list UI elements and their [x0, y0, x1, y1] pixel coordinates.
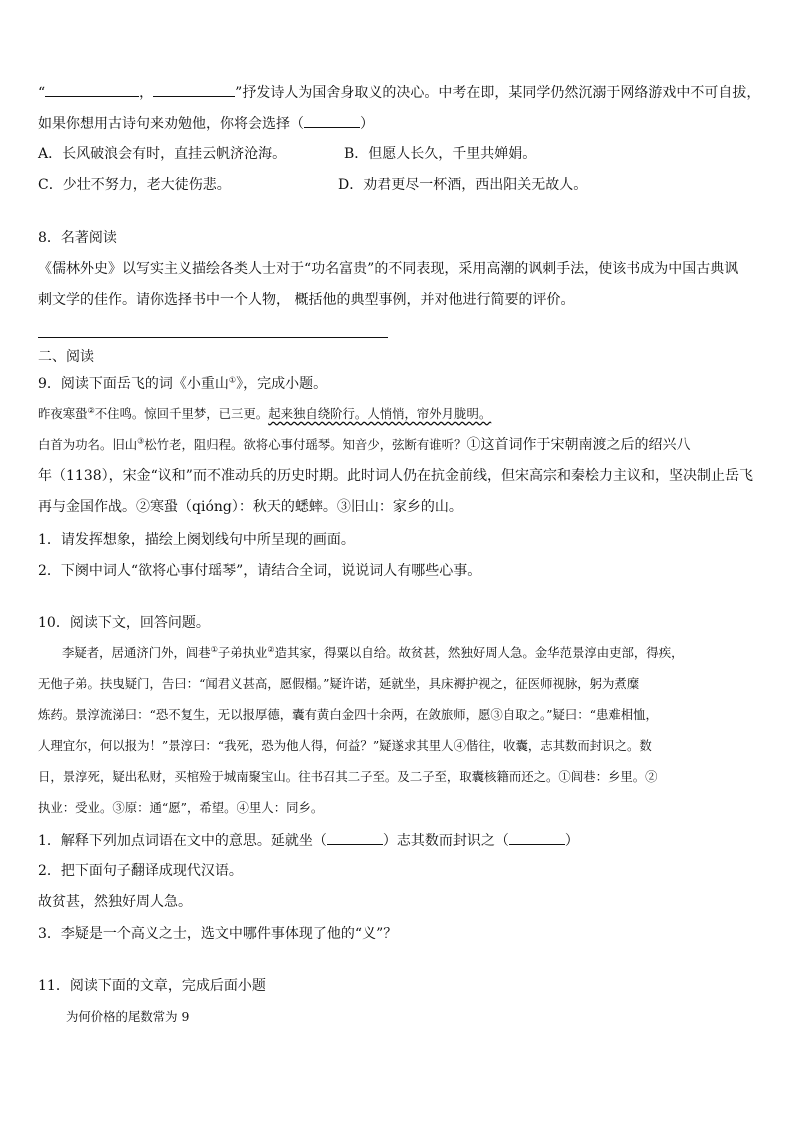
q9-note-2: 年（1138），宋金“议和”而不准动兵的历史时期。此时词人仍在抗金前线，但宋高宗和秦桧力主议和，坚决制止岳飞	[38, 468, 753, 484]
q10-s1-mid: ）志其数而封识之（	[382, 833, 509, 849]
q10-translate-sentence: 故贫甚，然独好周人急。	[38, 894, 192, 910]
q9-poem-1b: 不住鸣。惊回千里梦，已三更。	[94, 406, 269, 421]
q7-answer-blank	[304, 114, 360, 128]
q7-line-1	[38, 83, 760, 102]
q9-subquestion-2: 2．下阕中词人“欲将心事付瑶琴”，请结合全词，说说词人有哪些心事。	[38, 563, 482, 579]
q10-passage-line-2: 无他子弟。扶曳疑门，告曰：“闻君义甚高，愿假榻。”疑许诺，延就坐，具床褥护视之，征医师视脉，躬为煮糜	[38, 676, 640, 691]
q9-title-end: 》，完成小题。	[236, 376, 328, 392]
q7-blank-2	[153, 83, 235, 97]
q9-title-footnote: ①	[228, 375, 237, 385]
q10-s1-text: 1．解释下列加点词语在文中的意思。延就坐（	[38, 833, 327, 849]
section-2-title: 二、阅读	[38, 349, 94, 365]
q9-poem-footnote-3: ③	[137, 436, 145, 446]
q10-subquestion-1	[38, 831, 579, 850]
q10-s1-end: ）	[564, 833, 579, 849]
q10-footnote-1: ①	[210, 644, 218, 654]
q9-title	[38, 375, 327, 393]
q9-poem-footnote-2: ②	[87, 405, 95, 415]
q8-line-1: 《儒林外史》以写实主义描绘各类人士对于“功名富贵”的不同表现，采用高潮的讽刺手法，使该书成为中国古典讽	[38, 261, 739, 277]
q11-article-title: 为何价格的尾数常为 9	[66, 1009, 190, 1024]
q9-note-1: ①这首词作于宋朝南渡之后的绍兴八	[466, 437, 691, 453]
q8-answer-line	[38, 337, 388, 338]
q9-poem-2a: 白首为功名。旧山	[38, 437, 138, 452]
q9-poem-1a: 昨夜寒蛩	[38, 406, 88, 421]
q10-passage-line-6: 执业：受业。③原：通“愿”，希望。④里人：同乡。	[38, 800, 324, 815]
q7-line-1-text: ”抒发诗人为国舍身取义的决心。中考在即，某同学仍然沉溺于网络游戏中不可自拔，	[235, 85, 761, 101]
q10-subquestion-2: 2．把下面句子翻译成现代汉语。	[38, 863, 243, 879]
q7-line-2	[38, 114, 374, 133]
q7-option-a: A．长风破浪会有时，直挂云帆济沧海。	[38, 146, 287, 162]
q9-title-text: 9．阅读下面岳飞的词《小重山	[38, 376, 229, 392]
q9-poem-2b: 松竹老，阻归程。欲将心事付瑶琴。知音少，弦断有谁听？	[144, 437, 467, 452]
q10-s1-blank-2	[509, 831, 565, 845]
q10-passage-line-1	[62, 644, 683, 662]
q10-passage-line-5: 日，景淳死，疑出私财，买棺殓于城南聚宝山。往书召其二子至。及二子至，取囊核籍而还之。①闾巷：乡里。②	[38, 769, 658, 784]
q10-s1-blank-1	[327, 831, 383, 845]
q10-p1a: 李疑者，居通济门外，闾巷	[62, 645, 211, 660]
q7-line-2-text: 如果你想用古诗句来劝勉他，你将会选择（	[38, 116, 304, 132]
q10-passage-line-4: 人理宜尔，何以报为！”景淳曰：“我死，恐为他人得，何益？”疑遂求其里人④偕往，收囊，志其数而封识之。数	[38, 738, 652, 753]
q7-option-c: C．少壮不努力，老大徒伤悲。	[38, 177, 231, 193]
q10-p1c: 造其家，得粟以自给。故贫甚，然独好周人急。金华范景淳由吏部，得疾，	[274, 645, 684, 660]
q11-title: 11．阅读下面的文章，完成后面小题	[38, 978, 266, 994]
q7-comma: ，	[139, 85, 154, 101]
q8-line-2: 刺文学的佳作。请你选择书中一个人物， 概括他的典型事例，并对他进行简要的评价。	[38, 292, 575, 308]
q8-title: 8．名著阅读	[38, 230, 117, 246]
q7-line-2-end: ）	[360, 116, 374, 132]
q7-open-quote: “	[38, 85, 46, 101]
q7-option-d: D．劝君更尽一杯酒，西出阳关无故人。	[338, 177, 588, 193]
q9-poem-line-2	[38, 436, 690, 454]
q7-option-b: B．但愿人长久，千里共婵娟。	[344, 146, 537, 162]
q10-subquestion-3: 3．李疑是一个高义之士，选文中哪件事体现了他的“义”？	[38, 926, 398, 942]
q9-poem-line-1	[38, 405, 491, 423]
q10-footnote-2: ②	[267, 644, 275, 654]
q10-passage-line-3: 炼药。景淳流涕曰：“恐不复生，无以报厚德，囊有黄白金四十余两，在敛旅师，愿③自取之。”疑曰：“患难相恤，	[38, 707, 658, 722]
q9-subquestion-1: 1．请发挥想象，描绘上阕划线句中所呈现的画面。	[38, 532, 355, 548]
q10-title: 10．阅读下文，回答问题。	[38, 615, 210, 631]
q7-blank-1	[45, 83, 139, 97]
q9-note-3: 再与金国作战。②寒蛩（qióng）：秋天的蟋蟀。③旧山：家乡的山。	[38, 499, 463, 515]
q9-underlined-lines: 起来独自绕阶行。人悄悄，帘外月胧明。	[268, 406, 492, 421]
q10-p1b: 子弟执业	[217, 645, 268, 660]
